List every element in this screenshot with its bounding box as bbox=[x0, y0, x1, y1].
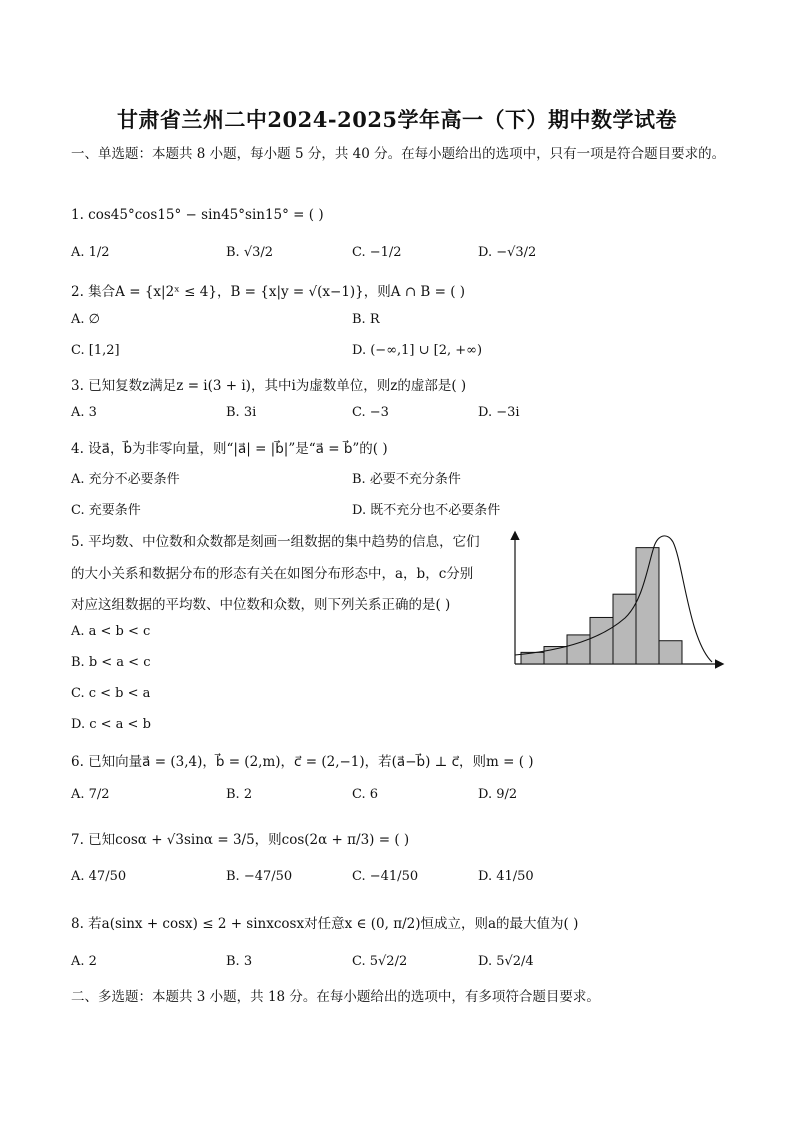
histogram-bar-7 bbox=[659, 641, 682, 664]
distribution-histogram bbox=[507, 530, 729, 672]
q4-option-a: A. 充分不必要条件 bbox=[71, 472, 180, 487]
q7-option-a: A. 47/50 bbox=[71, 869, 127, 884]
question-5-stem-line-3: 对应这组数据的平均数、中位数和众数，则下列关系正确的是( ) bbox=[71, 597, 451, 613]
q8-option-b: B. 3 bbox=[226, 954, 253, 969]
q2-option-a: A. ∅ bbox=[71, 312, 100, 327]
q2-option-c: C. [1,2] bbox=[71, 343, 120, 358]
q8-option-a: A. 2 bbox=[71, 954, 97, 969]
q3-option-c: C. −3 bbox=[352, 405, 389, 420]
q7-option-b: B. −47/50 bbox=[226, 869, 293, 884]
q1-option-b: B. √3/2 bbox=[226, 245, 274, 260]
histogram-bar-3 bbox=[567, 635, 590, 664]
page-title: 甘肃省兰州二中2024-2025学年高一（下）期中数学试卷 bbox=[116, 107, 678, 132]
q5-option-a: A. a < b < c bbox=[71, 624, 151, 639]
histogram-bar-5 bbox=[613, 594, 636, 664]
question-2-stem: 2. 集合A = {x|2ˣ ≤ 4}，B = {x|y = √(x−1)}，则A ∩ B = ( ) bbox=[71, 284, 466, 300]
question-3-stem: 3. 已知复数z满足z = i(3 + i)，其中i为虚数单位，则z的虚部是( ) bbox=[71, 378, 467, 394]
q7-option-d: D. 41/50 bbox=[478, 869, 534, 884]
q7-option-c: C. −41/50 bbox=[352, 869, 419, 884]
q2-option-b: B. R bbox=[352, 312, 380, 327]
question-4-stem: 4. 设a⃗，b⃗为非零向量，则“|a⃗| = |b⃗|”是“a⃗ = b⃗”的( ) bbox=[71, 441, 388, 457]
q4-option-b: B. 必要不充分条件 bbox=[352, 472, 461, 487]
q4-option-d: D. 既不充分也不必要条件 bbox=[352, 503, 501, 518]
q1-option-c: C. −1/2 bbox=[352, 245, 402, 260]
q6-option-c: C. 6 bbox=[352, 787, 379, 802]
q1-option-a: A. 1/2 bbox=[71, 245, 110, 260]
q3-option-d: D. −3i bbox=[478, 405, 520, 420]
section-header-multi-choice: 二、多选题：本题共 3 小题，共 18 分。在每小题给出的选项中，有多项符合题目要求。 bbox=[71, 989, 600, 1005]
q1-option-d: D. −√3/2 bbox=[478, 245, 537, 260]
histogram-bar-4 bbox=[590, 617, 613, 664]
q8-option-d: D. 5√2/4 bbox=[478, 954, 534, 969]
histogram-bar-6 bbox=[636, 548, 659, 664]
q5-option-c: C. c < b < a bbox=[71, 686, 151, 701]
question-7-stem: 7. 已知cosα + √3sinα = 3/5，则cos(2α + π/3) = ( ) bbox=[71, 832, 410, 848]
q8-option-c: C. 5√2/2 bbox=[352, 954, 408, 969]
question-1-stem: 1. cos45°cos15° − sin45°sin15° = ( ) bbox=[71, 207, 324, 223]
question-5-stem-line-1: 5. 平均数、中位数和众数都是刻画一组数据的集中趋势的信息，它们 bbox=[71, 534, 480, 550]
q6-option-b: B. 2 bbox=[226, 787, 253, 802]
q3-option-b: B. 3i bbox=[226, 405, 257, 420]
question-8-stem: 8. 若a(sinx + cosx) ≤ 2 + sinxcosx对任意x ∈ (0, π/2)恒成立，则a的最大值为( ) bbox=[71, 916, 579, 932]
section-header-single-choice: 一、单选题：本题共 8 小题，每小题 5 分，共 40 分。在每小题给出的选项中，只有一项是符合题目要求的。 bbox=[71, 146, 726, 162]
q6-option-d: D. 9/2 bbox=[478, 787, 518, 802]
q5-option-b: B. b < a < c bbox=[71, 655, 151, 670]
q6-option-a: A. 7/2 bbox=[71, 787, 110, 802]
q2-option-d: D. (−∞,1] ∪ [2, +∞) bbox=[352, 343, 483, 358]
q3-option-a: A. 3 bbox=[71, 405, 97, 420]
q5-option-d: D. c < a < b bbox=[71, 717, 151, 732]
question-6-stem: 6. 已知向量a⃗ = (3,4)，b⃗ = (2,m)，c⃗ = (2,−1)，若(a⃗−b⃗) ⊥ c⃗，则m = ( ) bbox=[71, 754, 534, 770]
q4-option-c: C. 充要条件 bbox=[71, 503, 141, 518]
question-5-stem-line-2: 的大小关系和数据分布的形态有关在如图分布形态中，a，b，c分别 bbox=[71, 566, 474, 582]
